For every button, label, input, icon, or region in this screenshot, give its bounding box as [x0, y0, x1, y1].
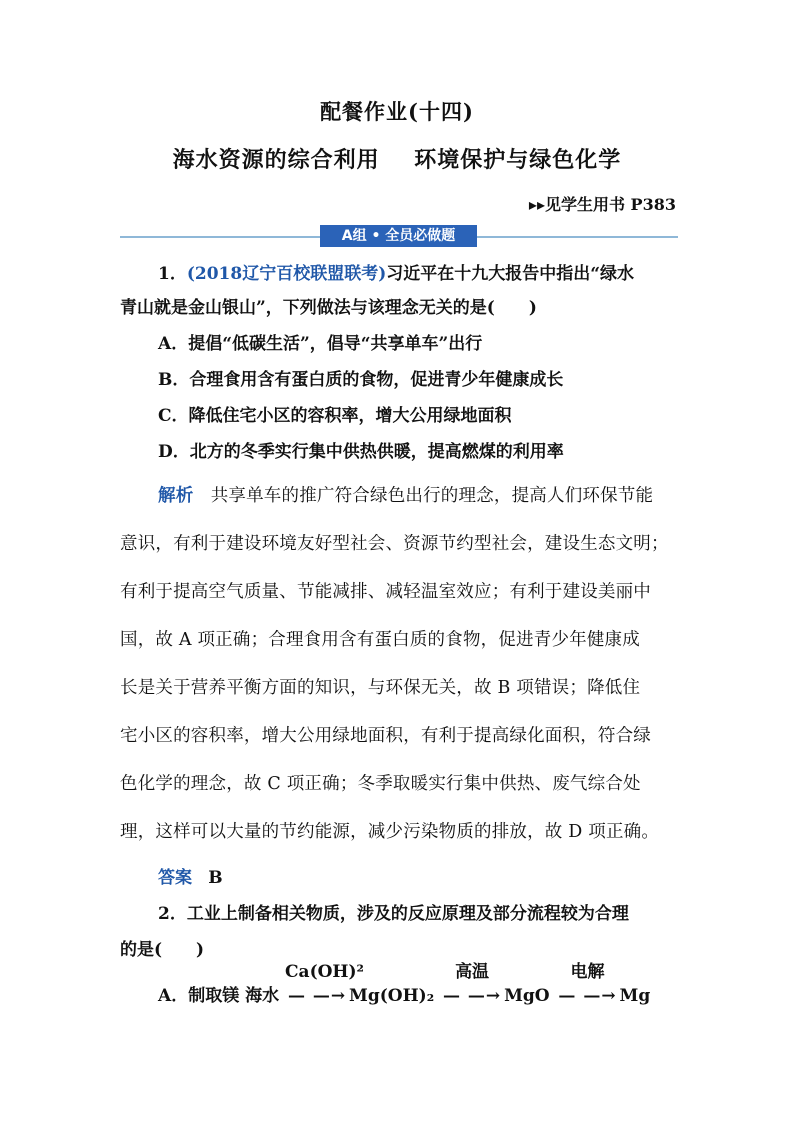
q2-stem-line1: 2．工业上制备相关物质，涉及的反应原理及部分流程较为合理	[158, 904, 629, 924]
q1-analysis-line3: 有利于提高空气质量、节能减排、减轻温室效应；有利于建设美丽中	[120, 582, 651, 602]
q2-option-a-prefix: A．制取镁 海水	[158, 986, 280, 1006]
q1-source: (2018辽宁百校联盟联考)	[186, 264, 387, 284]
page-subtitle: 海水资源的综合利用 环境保护与绿色化学	[172, 147, 622, 173]
reaction-arrow-1	[285, 962, 364, 1008]
arrow-3-label: 电解	[570, 962, 605, 982]
q1-stem-line1	[158, 262, 634, 286]
q1-analysis-line4: 国，故 A 项正确；合理食用含有蛋白质的食物，促进青少年健康成	[120, 630, 640, 650]
product-1: Mg(OH)₂	[349, 986, 435, 1006]
answer-label: 答案	[158, 868, 192, 888]
q1-number: 1．	[158, 264, 187, 284]
arrow-3-glyph: — —→	[558, 986, 617, 1006]
arrow-1-glyph: — —→	[287, 986, 347, 1006]
q1-stem-line2: 青山就是金山银山”，下列做法与该理念无关的是( )	[120, 298, 537, 318]
q1-option-a: A．提倡“低碳生活”，倡导“共享单车”出行	[158, 334, 483, 354]
arrow-1-label: Ca(OH)²	[285, 962, 364, 982]
q1-option-b: B．合理食用含有蛋白质的食物，促进青少年健康成长	[158, 370, 564, 390]
page-title: 配餐作业(十四)	[320, 99, 474, 124]
q1-stem-text: 习近平在十九大报告中指出“绿水	[386, 264, 635, 284]
arrow-2-label: 高温	[455, 962, 490, 982]
q2-option-a	[158, 962, 651, 1008]
q1-answer	[158, 866, 223, 890]
product-3: Mg	[619, 986, 651, 1006]
textbook-reference: ▸▸见学生用书 P383	[528, 195, 676, 214]
product-2: MgO	[504, 986, 550, 1006]
q1-analysis-line5: 长是关于营养平衡方面的知识，与环保无关，故 B 项错误；降低住	[120, 678, 641, 698]
q1-analysis-line8: 理，这样可以大量的节约能源，减少污染物质的排放，故 D 项正确。	[120, 822, 660, 842]
q1-option-d: D．北方的冬季实行集中供热供暖，提高燃煤的利用率	[158, 442, 564, 462]
q1-analysis-line1: 解析 共享单车的推广符合绿色出行的理念，提高人们环保节能	[158, 486, 654, 506]
arrow-2-glyph: — —→	[442, 986, 502, 1006]
analysis-label: 解析	[158, 486, 194, 506]
q1-analysis-line2: 意识，有利于建设环境友好型社会、资源节约型社会，建设生态文明；	[120, 534, 669, 554]
q1-option-c: C．降低住宅小区的容积率，增大公用绿地面积	[158, 406, 512, 426]
q2-stem-line2: 的是( )	[120, 940, 205, 960]
group-badge: A组 • 全员必做题	[320, 225, 477, 247]
reaction-arrow-2	[440, 962, 504, 1008]
reaction-arrow-3	[556, 962, 620, 1008]
q1-analysis-line6: 宅小区的容积率，增大公用绿地面积，有利于提高绿化面积，符合绿	[120, 726, 651, 746]
q1-analysis-line7: 色化学的理念，故 C 项正确；冬季取暖实行集中供热、废气综合处	[120, 774, 641, 794]
answer-value: B	[208, 868, 223, 888]
